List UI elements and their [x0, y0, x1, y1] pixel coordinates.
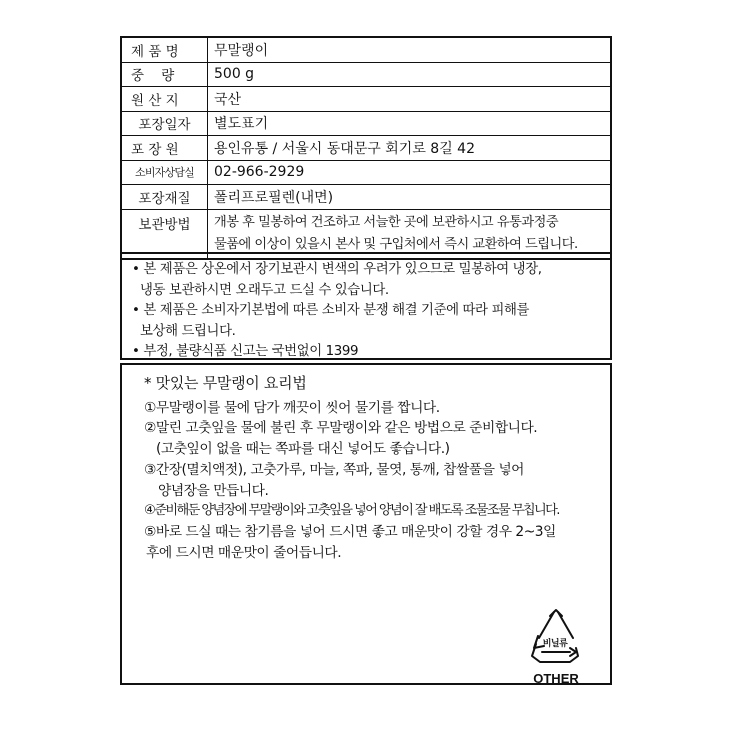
- info-row-consumer-center: [122, 161, 610, 186]
- value-product-name: 무말랭이: [214, 42, 269, 59]
- recipe-step: ⑤바로 드실 때는 참기름을 넣어 드시면 좋고 매운맛이 강할 경우 2~3일: [144, 523, 556, 540]
- info-row-origin: [122, 87, 610, 112]
- info-row-packer: [122, 136, 610, 161]
- value-packing-date: 별도표기: [214, 116, 269, 133]
- label-packing-date: 포장일자: [122, 112, 208, 136]
- value-origin: 국산: [214, 91, 242, 108]
- recipe-step: ②말린 고춧잎을 물에 불린 후 무말랭이와 같은 방법으로 준비합니다.: [144, 420, 538, 437]
- recipe-step: 양념장을 만듭니다.: [158, 482, 269, 499]
- recycle-mark: [521, 608, 591, 698]
- label-packer: 포 장 원: [122, 136, 208, 160]
- value-weight: 500 g: [214, 66, 255, 83]
- storage-line-1: 개봉 후 밀봉하여 건조하고 서늘한 곳에 보관하시고 유통과정중: [214, 214, 559, 230]
- recipe-step: 후에 드시면 매운맛이 줄어듭니다.: [146, 544, 342, 561]
- info-row-storage: [122, 210, 610, 258]
- label-weight: 중 량: [122, 63, 208, 87]
- label-origin: 원 산 지: [122, 87, 208, 111]
- info-row-packing-date: [122, 112, 610, 137]
- recycle-code-text: OTHER: [533, 671, 579, 686]
- label-packaging-material: 포장재질: [122, 185, 208, 209]
- notice-line: • 본 제품은 소비자기본법에 따른 소비자 분쟁 해결 기준에 따라 피해를: [132, 303, 530, 318]
- label-consumer-center: 소비자상담실: [122, 161, 208, 185]
- recipe-step: ④준비해둔 양념장에 무말랭이와 고춧잎을 넣어 양념이 잘 배도록 조물조물 무칩니다.: [144, 503, 559, 519]
- recipe-step: ①무말랭이를 물에 담가 깨끗이 씻어 물기를 짭니다.: [144, 399, 440, 416]
- notice-line: • 부정, 불량식품 신고는 국번없이 1399: [132, 344, 359, 359]
- info-row-packaging-material: [122, 185, 610, 210]
- value-packer: 용인유통 / 서울시 동대문구 회기로 8길 42: [214, 140, 475, 157]
- notice-box: [120, 252, 612, 360]
- label-product-name: 제 품 명: [122, 38, 208, 62]
- recipe-title: * 맛있는 무말랭이 요리법: [144, 374, 307, 392]
- info-row-weight: [122, 63, 610, 88]
- notice-line: • 본 제품은 상온에서 장기보관시 변색의 우려가 있으므로 밀봉하여 냉장,: [132, 262, 542, 277]
- product-info-table: [120, 36, 612, 260]
- recipe-step: (고춧잎이 없을 때는 쪽파를 대신 넣어도 좋습니다.): [156, 441, 450, 458]
- value-packaging-material: 폴리프로필렌(내면): [214, 189, 334, 206]
- notice-line: 보상해 드립니다.: [140, 323, 236, 339]
- value-consumer-phone: 02-966-2929: [214, 164, 305, 181]
- recycle-material-text: 비닐류: [542, 639, 568, 649]
- storage-line-2: 물품에 이상이 있을시 본사 및 구입처에서 즉시 교환하여 드립니다.: [214, 236, 578, 252]
- notice-line: 냉동 보관하시면 오래두고 드실 수 있습니다.: [140, 282, 389, 298]
- label-storage: 보관방법: [122, 210, 208, 258]
- recipe-step: ③간장(멸치액젓), 고춧가루, 마늘, 쪽파, 물엿, 통깨, 찹쌀풀을 넣어: [144, 461, 525, 478]
- info-row-product-name: [122, 38, 610, 63]
- value-storage: [208, 210, 610, 258]
